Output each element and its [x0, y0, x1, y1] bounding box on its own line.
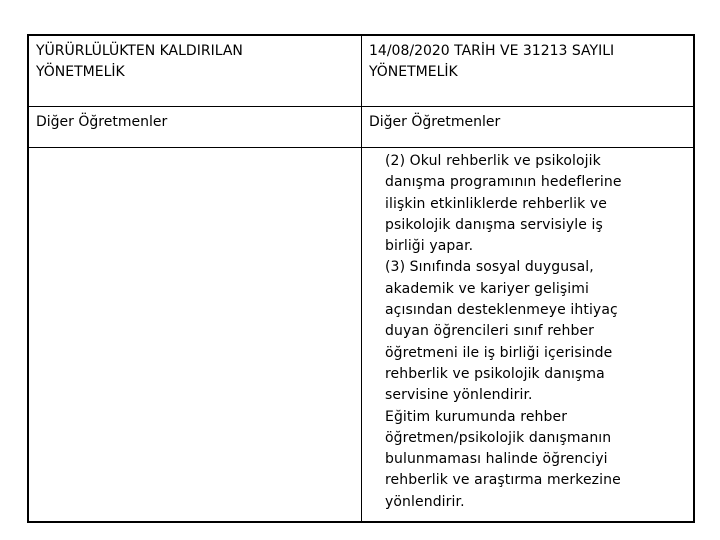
table-header-row [28, 35, 694, 107]
regulation-comparison-table [27, 34, 695, 523]
body-line: öğretmen/psikolojik danışmanın [385, 429, 612, 446]
subheader-cell-repealed [28, 107, 362, 148]
subheader-cell-new [362, 107, 695, 148]
body-line: akademik ve kariyer gelişimi [385, 280, 589, 297]
body-cell-new [362, 148, 695, 523]
header-text-new [362, 36, 693, 83]
body-text-new [362, 148, 693, 513]
body-line: rehberlik ve psikolojik danışma [385, 365, 605, 382]
body-text-repealed [29, 148, 361, 151]
body-line: ilişkin etkinliklerde rehberlik ve [385, 195, 607, 212]
body-line: yönlendirir. [385, 493, 465, 510]
header-new-line-1: 14/08/2020 TARİH VE 31213 SAYILI [369, 43, 615, 59]
body-line: psikolojik danışma servisiyle iş [385, 216, 603, 233]
body-line: Eğitim kurumunda rehber [385, 408, 568, 425]
header-new-line-2: YÖNETMELİK [369, 64, 458, 80]
body-line: (2) Okul rehberlik ve psikolojik [385, 153, 601, 169]
subheader-text-new: Diğer Öğretmenler [369, 114, 501, 130]
body-line: bulunmaması halinde öğrenciyi [385, 451, 608, 468]
header-repealed-line-2: YÖNETMELİK [36, 64, 125, 80]
body-line: öğretmeni ile iş birliği içerisinde [385, 344, 613, 361]
header-cell-repealed [28, 35, 362, 107]
table-body-row [28, 148, 694, 523]
header-cell-new [362, 35, 695, 107]
body-line: rehberlik ve araştırma merkezine [385, 472, 621, 489]
header-text-repealed [29, 36, 361, 83]
body-line: danışma programının hedeflerine [385, 174, 622, 191]
body-line: duyan öğrencileri sınıf rehber [385, 323, 595, 340]
table-subheader-row [28, 107, 694, 148]
body-cell-repealed [28, 148, 362, 523]
body-line: birliği yapar. [385, 238, 474, 255]
body-line: açısından desteklenmeye ihtiyaç [385, 302, 618, 319]
body-line: servisine yönlendirir. [385, 387, 533, 404]
body-line: (3) Sınıfında sosyal duygusal, [385, 259, 594, 276]
header-repealed-line-1: YÜRÜRLÜLÜKTEN KALDIRILAN [36, 43, 243, 59]
subheader-text-repealed: Diğer Öğretmenler [36, 114, 168, 130]
